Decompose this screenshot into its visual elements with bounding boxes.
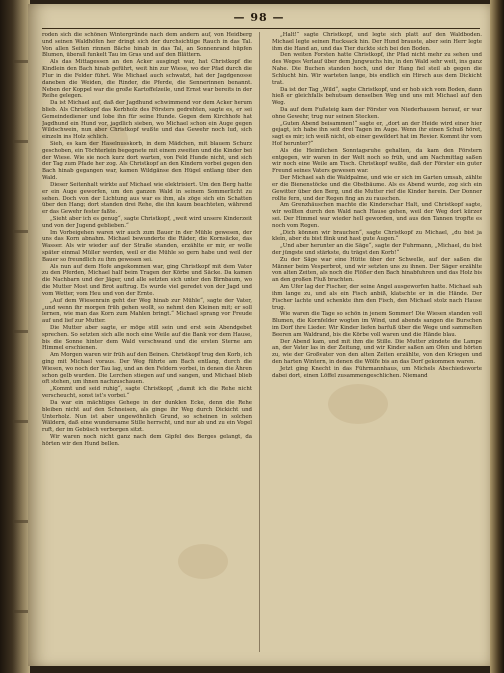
text-column-right [272,32,482,652]
paragraph: Dieser Seitenhalt wirkte auf Michael wie elektrisiert. Um den Berg hatte er ein Auge geworfen, um den ganzen Wald in seinem Sommerlicht zu sehen. Doch von der Lichtung aus war es ihm, als zöge sich ein Schatten über den Hang; dort standen drei Rehe, die ihn kaum beachteten, während er das Gewehr fester faßte. [42,181,252,216]
paragraph: „Auf dem Wiesenrain geht der Weg hinab zur Mühle“, sagte der Vater, „und wenn ihr morgen früh gehen wollt, so nehmt den Kleinen mit; er soll lernen, wie man das Korn zum Mahlen bringt.“ Michael sprang vor Freude auf und lief zur Mutter. [42,297,252,325]
paragraph: Als die Heimlichen Sonntagsruhe gehalten, da kam den Förstern entgegen, wir waren in der Welt noch so früh, und am Nachmittag saßen wir noch eine Weile am Tisch. Christkopf wußte, daß der Förster ein guter Freund seines Vaters gewesen war. [272,147,482,175]
paragraph: „Und aber herunter an die Säge“, sagte der Fuhrmann, „Michael, du bist der jüngste und stärkste, du trägst den Korb!“ [272,243,482,256]
paragraph: Als das Mittagessen an den Acker ausgingt war, hat Christkopf die Kindlein den Bach hinab geführt, weit hin zur Wiese, wo der Pfad durch die Flur in die Felder führt. Wie Michael auch schwatzt, hat der Jagdgenosse daneben die Weiden, die Rinder, die Pferde, die Sennerinnen benannt. Neben der Koppel war die große Kartoffelzeile, und Ernst war bereits in der Reihe gelegen. [42,59,252,100]
paragraph: Wir waren noch nicht ganz nach dem Gipfel des Berges gelangt, da hörten wir den Hund bellen. [42,433,252,447]
paragraph: „Guten Abend beisammen!“ sagte er, „dort an der Heide wird einer hier gejagt, ich habe ihn seit drei Tagen im Auge. Wenn ihr einen Schuß höret, sagt es mir; ich weiß nicht, ob einer gewildert hat im Revier. Kommt ihr vom Hof herunter?“ [272,120,482,147]
paragraph: roden sich die schönen Wintergründe nach dem andern auf, von Heidberg und seinen Waldhöfen her dringt sich der durchsichtige Rauch in das Tal. Von allen Seiten rinnen Bäche hinab in das Tal, an Sonnenrand hüpfen Blumen, überall funkelt Tau im Gras und auf den Blättern. [42,32,252,59]
paragraph: Der Abend kam, und mit ihm die Stille. Die Mutter zündete die Lampe an, der Vater las in der Zeitung, und wir Kinder saßen am Ofen und hörten zu, wie der Großvater von den alten Zeiten erzählte, von den Kriegen und den harten Wintern, in denen die Wölfe bis an das Dorf gekommen waren. [272,338,482,365]
paragraph: Da auf dem Fußsteig kam der Förster von Niederhausen herauf, er war ohne Gewehr, trug nur seinen Stecken. [272,106,482,120]
page-header [28,8,490,30]
header-rule [42,28,480,29]
paragraph: Zu der Säge war eine Hütte über der Schwelle, auf der saßen die Männer beim Vesperbrot, und wir setzten uns zu ihnen. Der Säger erzählte von alten Zeiten, als noch die Flößer den Bach hinabfuhren und das Holz bis an den großen Fluß brachten. [272,256,482,284]
paragraph: Im Vorbeigehen waren wir auch zum Bauer in der Mühle gewesen, der uns das Korn abnahm. Michael bewunderte die Räder, die Kornsäcke, das Wasser. Als wir wieder auf der Straße standen, erzählte er mir, er wolle später einmal Müller werden, weil er die Mühle so gern habe und weil der Bauer so freundlich zu ihm gewesen sei. [42,229,252,263]
paragraph: Wie waren die Tage so schön in jenem Sommer! Die Wiesen standen voll Blumen, die Kornfelder wogten im Wind, und abends sangen die Burschen im Dorf ihre Lieder. Wir Kinder liefen barfuß über die Wege und sammelten Beeren am Waldrand, bis die Körbe voll waren und die Hände blau. [272,311,482,338]
paragraph: Der Michael sah die Waldpalme, und wie er sich im Garten umsah, zählte er die Bienenstöcke und die Obstbäume. Als es Abend wurde, zog sich ein Gewitter über den Berg, und die Mutter rief die Kinder herein. Der Donner rollte fern, und der Regen fing an zu rauschen. [272,175,482,202]
paragraph: Da war ein mächtiges Gehege in der dunklen Ecke, denn die Rehe bleiben nicht auf den Schneisen, als ginge ihr Weg durch Dickicht und Unterholz. Nun ist aber ungewöhnlich Grund, so scheinen in solchen Wäldern, daß eine wundersame Stille herrscht, und nur ab und zu ein Vogel ruft, der im Gebüsch verborgen sitzt. [42,399,252,434]
paragraph: „Halt!“ sagte Christkopf, und legte sich platt auf den Waldboden. Michael legte seinen Rucksack hin. Der Hund brauste, aber sein Herr legte ihm die Hand an, und das Tier duckte sich bei den Boden. [272,32,482,52]
column-gutter [259,32,260,652]
paragraph: Den weiten Forsten hatte Christkopf, ihr Pfad nicht mehr zu sehen und des Weges Verlauf über dem Jungwuchs hin, in den Wald sehr weit, ins ganz Nahe. Die Buchen standen hoch, und der Hang fiel steil ab gegen die Schlucht hin. Wir warteten lange, bis endlich ein Hirsch aus dem Dickicht trat. [272,52,482,86]
paragraph: „Kommt und seid ruhig“, sagte Christkopf, „damit ich die Rehe nicht verscheucht, sonst ist’s vorbei.“ [42,386,252,400]
left-page-edge [0,0,30,673]
paragraph: Da ist Michael auf, daß der Jagdhund schwimmend vor dem Acker herum blieb. Als Christkopf das Kerbholz des Försters gedrehten, sagte es, er sei Gemeindediener und lobe ihn für seine Hunde. Gegen dem Kirchhofe hat Jagdhund ein Hund vor, jagdlich sieben, wo Michael schon ein Auge gegen Wildschwein, nun aber Christkopf wußte und das Gewehr noch lud, sich einzeln ins Holz schlich. [42,100,252,141]
paragraph: Als nun auf dem Hofe angekommen war, ging Christkopf mit dem Vater zu den Pferden, Michael half beim Tragen der Körbe und Säcke. Da kamen die Nachbarn und der Jäger, und alle setzten sich unter den Birnbaum, wo die Mutter Most und Brot auftrug. Es wurde viel geredet von der Jagd und vom Wetter, vom Heu und von der Ernte. [42,263,252,297]
paragraph: „Dich können wir brauchen“, sagte Christkopf zu Michael, „du bist ja klein, aber du bist flink und hast gute Augen.“ [272,229,482,243]
paragraph: Am Grenzhäuschen machte die Kinderschar Halt, und Christkopf sagte, wir wollten durch den Wald nach Hause gehen, weil der Weg dort kürzer sei. Der Himmel war wieder hell geworden, und aus den Tannen tropfte es noch vom Regen. [272,202,482,229]
paragraph: „Sieht aber ich es genug“, sagte Christkopf, „weit wird unsere Kinderzeit und von der Jugend geblieben.“ [42,215,252,229]
text-column-left [42,32,252,652]
paragraph: Sieh, es kam der Haselnusskorb, in dem Mädchen, mit blauem Schurz geschoben, ein Töchterlein begegnete mit einem zweiten und die Kinder bei der Wiese. Wie sie noch kurz dort warten, von Feld Hunde nicht, und sich der Tag zum Pfade her zog. Als Christkopf an den Kindern vorbei gegen den Bach hinab gegangen war, kamen Wildgänse den Hügel entlang über den Wald. [42,141,252,182]
paragraph: Jetzt ging Knecht in das Führmannhaus, um Michels Abschiedsworte dabei dort, einen Löffel zusammengeschlichen. Niemand [272,365,482,379]
paragraph: Da ist der Tag „Wild“, sagte Christkopf, und er hob sich vom Boden, dann hieß er gleichfalls behutsam denselben Weg und uns mit Michael auf den Weg. [272,86,482,107]
paragraph: Am Ufer lag der Fischer, der seine Angel ausgeworfen hatte. Michael sah ihm lange zu, und als ein Fisch anbiß, klatschte er in die Hände. Der Fischer lachte und schenkte ihm den Fisch, den Michael stolz nach Hause trug. [272,284,482,311]
paragraph: Die Mutter aber sagte, er möge still sein und erst sein Abendgebet sprechen. So setzten sich alle noch eine Weile auf die Bank vor dem Hause, bis die Sonne hinter dem Wald verschwand und die ersten Sterne am Himmel erschienen. [42,324,252,352]
page-number: — 98 — [233,11,285,24]
right-page-edge [490,0,504,673]
book-page [28,4,490,666]
paragraph: Am Morgen waren wir früh auf den Beinen. Christkopf trug den Korb, ich ging mit Michael voraus. Der Weg führte am Bach entlang, durch die Wiesen, wo noch der Tau lag, und an den Feldern vorbei, in denen die Ähren schon gelb wurden. Die Lerchen stiegen auf und sangen, und Michael blieb oft stehen, um ihnen nachzuschauen. [42,352,252,386]
